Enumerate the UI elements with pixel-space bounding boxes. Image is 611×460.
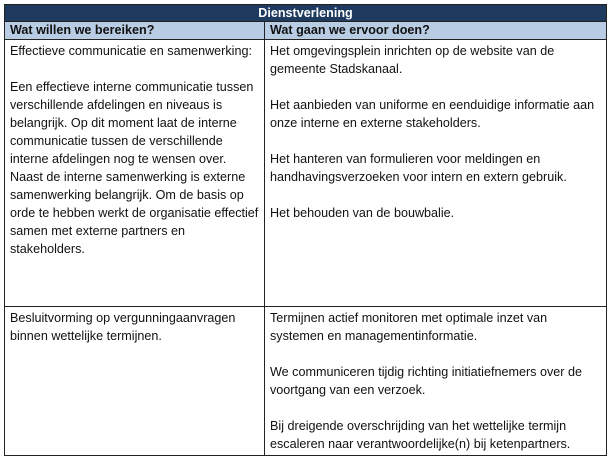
action-item: Het omgevingsplein inrichten op de website van de gemeente Stadskanaal. — [270, 44, 555, 76]
actions-cell — [265, 307, 607, 456]
action-item: Het behouden van de bouwbalie. — [270, 206, 455, 220]
action-item: Het hanteren van formulieren voor meldingen en handhavingsverzoeken voor intern en extern gebruik. — [270, 152, 567, 184]
action-item: We communiceren tijdig richting initiatiefnemers over de voortgang van een verzoek. — [270, 365, 582, 397]
column-header-actions: Wat gaan we ervoor doen? — [265, 22, 607, 40]
table-row — [5, 307, 607, 456]
goal-heading: Effectieve communicatie en samenwerking: — [10, 44, 252, 58]
action-item: Het aanbieden van uniforme en eenduidige informatie aan onze interne en externe stakeholders. — [270, 98, 595, 130]
column-header-goals: Wat willen we bereiken? — [5, 22, 265, 40]
actions-cell — [265, 40, 607, 307]
dienstverlening-table — [4, 4, 607, 456]
action-item: Bij dreigende overschrijding van het wettelijke termijn escaleren naar verantwoordelijke(n) bij ketenpartners. — [270, 419, 571, 451]
goal-description: Een effectieve interne communicatie tussen verschillende afdelingen en niveaus is belangrijk. Op dit moment laat de interne communicatie tussen de verschillende interne afdelingen nog te wensen over. Naast de interne samenwerking is externe samenwerking belangrijk. Om de basis op orde te hebben werkt de organisatie effectief samen met externe partners en stakeholders. — [10, 80, 259, 256]
table-row — [5, 40, 607, 307]
table-title: Dienstverlening — [5, 5, 607, 22]
goal-cell — [5, 40, 265, 307]
goal-heading: Besluitvorming op vergunningaanvragen binnen wettelijke termijnen. — [10, 311, 236, 343]
action-item: Termijnen actief monitoren met optimale inzet van systemen en managementinformatie. — [270, 311, 548, 343]
goal-cell — [5, 307, 265, 456]
